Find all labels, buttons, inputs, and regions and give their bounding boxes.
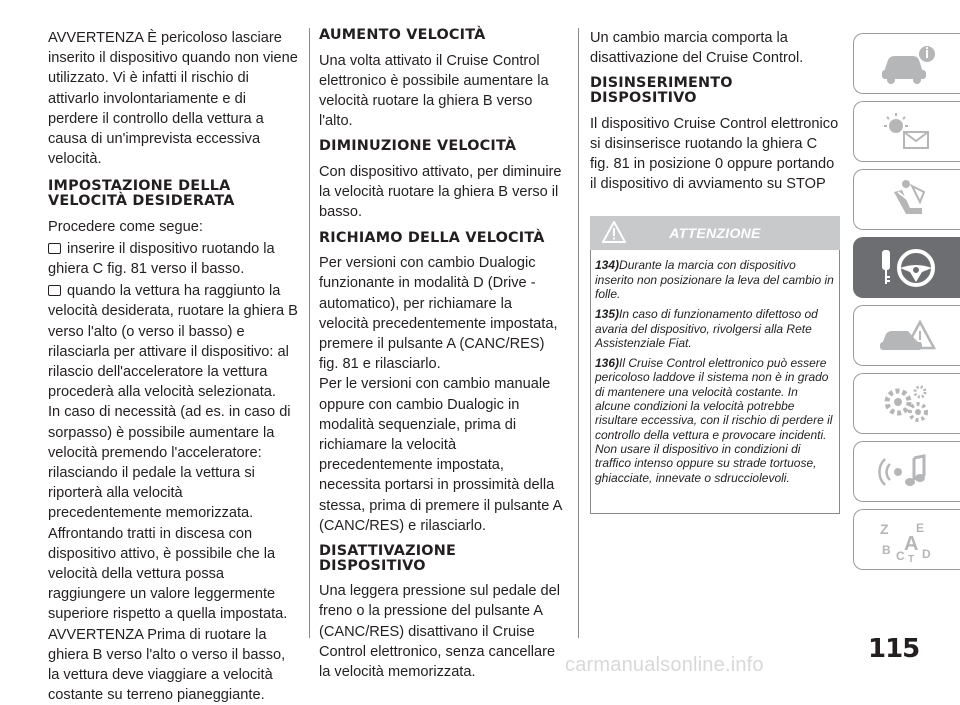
- paragraph-discesa: Affrontando tratti in discesa con dispositivo attivo, è possibile che la velocità della vettura possa raggiungere un valore leggermente superiore rispetto a quella impostata.: [48, 525, 288, 623]
- warning-note-136: [595, 356, 836, 485]
- warning-text-ghiera: AVVERTENZA Prima di ruotare la ghiera B verso l'alto o verso il basso, la vettura deve viaggiare a velocità costante su terreno pianeggiante.: [48, 626, 286, 704]
- bullet-text-2: quando la vettura ha raggiunto la velocità desiderata, ruotare la ghiera B verso l'alto (o verso il basso) e rilasciarla per attivare il dispositivo: al rilascio dell'acceleratore la vettura procederà alla velocità selezionata.: [48, 283, 298, 401]
- paragraph-richiamo-manuale: Per le versioni con cambio manuale oppure con cambio Dualogic in modalità sequenziale, prima di richiamare la velocità precedentemente impostata, necessita portarsi in prossimità della stessa, prima di premere il pulsante A (CANC/RES) e rilasciarlo.: [319, 376, 562, 534]
- bullet-item-2: [48, 281, 300, 402]
- index-letter: T: [908, 553, 915, 562]
- note-number: 136): [595, 356, 620, 371]
- warning-title: ATTENZIONE: [669, 225, 761, 242]
- bullet-text-1: inserire il dispositivo ruotando la ghiera C fig. 81 verso il basso.: [48, 240, 275, 278]
- column-divider: [578, 28, 579, 638]
- car-info-icon: [876, 42, 938, 86]
- column-1: [48, 28, 300, 705]
- bullet-item-1: [48, 239, 300, 279]
- watermark: carmanualsonline.info: [565, 654, 764, 676]
- tab-multimedia[interactable]: [853, 441, 960, 502]
- heading-disattivazione: DISATTIVAZIONE DISPOSITIVO: [319, 543, 456, 574]
- warning-note-134: [595, 258, 836, 301]
- warning-box: [590, 250, 840, 514]
- warning-triangle-icon: [602, 221, 626, 243]
- multimedia-icon: [876, 450, 938, 494]
- warning-note-135: [595, 307, 836, 350]
- hazard-emergency-icon: [876, 314, 938, 358]
- paragraph-richiamo-dualogic: Per versioni con cambio Dualogic funzionante in modalità D (Drive - automatico), per richiamare la velocità precedentemente impostata, premere il pulsante A (CANC/RES) fig. 81 e rilasciarlo.: [319, 255, 558, 373]
- paragraph-procedure: Procedere come segue:: [48, 218, 203, 235]
- steering-wheel-key-icon: [876, 246, 938, 290]
- column-3: [590, 28, 840, 514]
- paragraph-aumento: Una volta attivato il Cruise Control elettronico è possibile aumentare la velocità ruotare la ghiera B verso l'alto.: [319, 52, 549, 130]
- warning-lights-icon: [876, 110, 938, 154]
- paragraph-disinserimento: Il dispositivo Cruise Control elettronico si disinserisce ruotando la ghiera C fig. 81 in posizione 0 oppure portando il dispositivo di avviamento su STOP: [590, 115, 839, 193]
- maintenance-gears-icon: [876, 382, 938, 426]
- paragraph-sorpasso: In caso di necessità (ad es. in caso di sorpasso) è possibile aumentare la velocità premendo l'acceleratore: rilasciando il pedale la vettura si riporterà alla velocità precedentemente memorizzata.: [48, 404, 291, 522]
- tab-maintenance[interactable]: [853, 373, 960, 434]
- index-letter: A: [904, 532, 919, 555]
- index-letter: C: [896, 548, 905, 562]
- seat-safety-icon: [876, 178, 938, 222]
- heading-diminuzione: DIMINUZIONE VELOCITÀ: [319, 138, 517, 155]
- note-text: Durante la marcia con dispositivo inserito non posizionare la leva del cambio in folle.: [595, 258, 834, 301]
- note-number: 134): [595, 258, 620, 273]
- index-letter: E: [916, 520, 925, 535]
- index-letter: B: [882, 542, 891, 557]
- heading-disinserimento: DISINSERIMENTO DISPOSITIVO: [590, 75, 733, 106]
- page-number: 115: [868, 634, 920, 664]
- tab-warning-lights[interactable]: [853, 101, 960, 162]
- bullet-icon: [48, 243, 61, 254]
- alphabetical-index-icon: [876, 518, 938, 562]
- heading-impostazione: IMPOSTAZIONE DELLA VELOCITÀ DESIDERATA: [48, 178, 235, 210]
- tab-car-info[interactable]: [853, 33, 960, 94]
- warning-text-device: AVVERTENZA È pericoloso lasciare inserito il dispositivo quando non viene utilizzato. Vi è infatti il rischio di attivarlo involontariamente e di perdere il controllo della vettura a causa di un'imprevista eccessiva velocità.: [48, 30, 298, 168]
- tab-emergency[interactable]: [853, 305, 960, 366]
- heading-richiamo: RICHIAMO DELLA VELOCITÀ: [319, 229, 545, 246]
- heading-aumento: AUMENTO VELOCITÀ: [319, 27, 486, 43]
- tab-starting-driving[interactable]: [853, 237, 960, 298]
- note-text: Il Cruise Control elettronico può essere pericoloso laddove il sistema non è in grado di mantenere una velocità costante. In alcune condizioni la velocità potrebbe risultare eccessiva, con il rischio di perdere il controllo della vettura e provocare incidenti. Non usare il dispositivo in condizioni di traffico intenso oppure su strade tortuose, ghiacciate, innevate o sdrucciolevoli.: [595, 356, 833, 485]
- tab-safety[interactable]: [853, 169, 960, 230]
- tab-index[interactable]: [853, 509, 960, 570]
- index-letter: Z: [880, 520, 889, 537]
- column-divider: [309, 28, 310, 638]
- warning-header: [590, 216, 840, 250]
- index-letter: D: [922, 546, 931, 561]
- column-2: [319, 28, 565, 682]
- paragraph-diminuzione: Con dispositivo attivato, per diminuire la velocità ruotare la ghiera B verso il basso.: [319, 164, 562, 221]
- note-text: In caso di funzionamento difettoso od avaria del dispositivo, rivolgersi alla Rete Assistenziale Fiat.: [595, 307, 818, 350]
- note-number: 135): [595, 307, 620, 322]
- paragraph-disattivazione: Una leggera pressione sul pedale del freno o la pressione del pulsante A (CANC/RES) disattivano il Cruise Control elettronico, senza cancellare la velocità memorizzata.: [319, 583, 560, 681]
- bullet-icon: [48, 285, 61, 296]
- paragraph-cambio-marcia: Un cambio marcia comporta la disattivazione del Cruise Control.: [590, 30, 804, 67]
